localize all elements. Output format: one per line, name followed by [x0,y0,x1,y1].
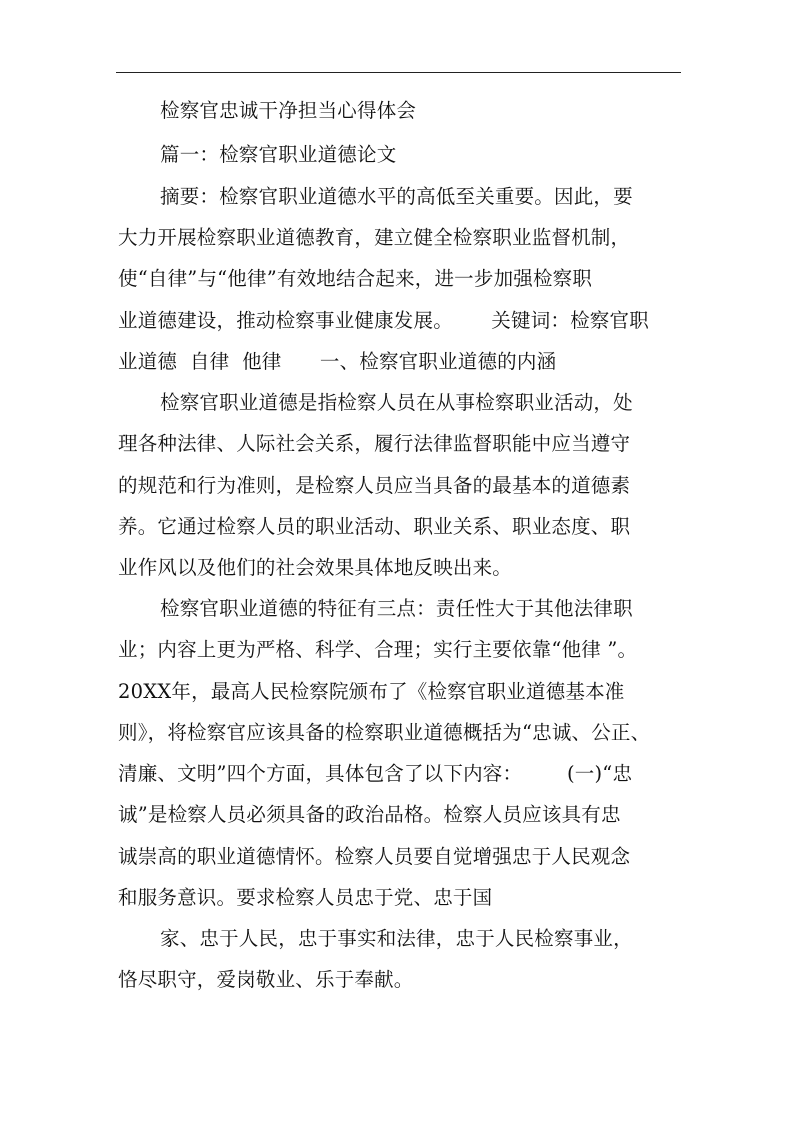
text-line: 20XX年，最高人民检察院颁布了《检察官职业道德基本准 [118,680,625,703]
header-rule [116,72,681,73]
text-line: 摘要：检察官职业道德水平的高低至关重要。因此，要 [160,185,633,208]
text-line: 业道德 自律 他律 一、检察官职业道德的内涵 [118,350,557,373]
text-line: 大力开展检察职业道德教育，建立健全检察职业监督机制， [118,226,631,249]
text-line: 则》，将检察官应该具备的检察职业道德概括为“忠诚、公正、 [118,721,651,744]
text-line: 的规范和行为准则，是检察人员应当具备的最基本的道德素 [118,474,631,497]
text-line: 业道德建设，推动检察事业健康发展。 关键词：检察官职 [118,309,649,332]
text-line: 业；内容上更为严格、科学、合理；实行主要依靠“他律 ”。 [118,638,638,661]
text-line: 理各种法律、人际社会关系，履行法律监督职能中应当遵守 [118,432,631,455]
text-line: 和服务意识。要求检察人员忠于党、忠于国 [118,886,493,909]
text-line: 清廉、文明”四个方面，具体包含了以下内容： (一)“忠 [118,762,633,785]
text-line: 恪尽职守，爱岗敬业、乐于奉献。 [118,968,414,991]
document-subtitle: 篇一：检察官职业道德论文 [160,143,397,166]
text-line: 养。它通过检察人员的职业活动、职业关系、职业态度、职 [118,515,631,538]
text-line: 使“自律”与“他律”有效地结合起来，进一步加强检察职 [118,267,593,290]
document-title: 检察官忠诚干净担当心得体会 [160,99,417,122]
text-line: 检察官职业道德是指检察人员在从事检察职业活动，处 [160,391,633,414]
text-line: 家、忠于人民，忠于事实和法律，忠于人民检察事业， [160,927,633,950]
text-line: 检察官职业道德的特征有三点：责任性大于其他法律职 [160,597,633,620]
text-line: 诚”是检察人员必须具备的政治品格。检察人员应该具有忠 [118,803,621,826]
text-line: 诚崇高的职业道德情怀。检察人员要自觉增强忠于人民观念 [118,845,631,868]
text-line: 业作风以及他们的社会效果具体地反映出来。 [118,556,513,579]
